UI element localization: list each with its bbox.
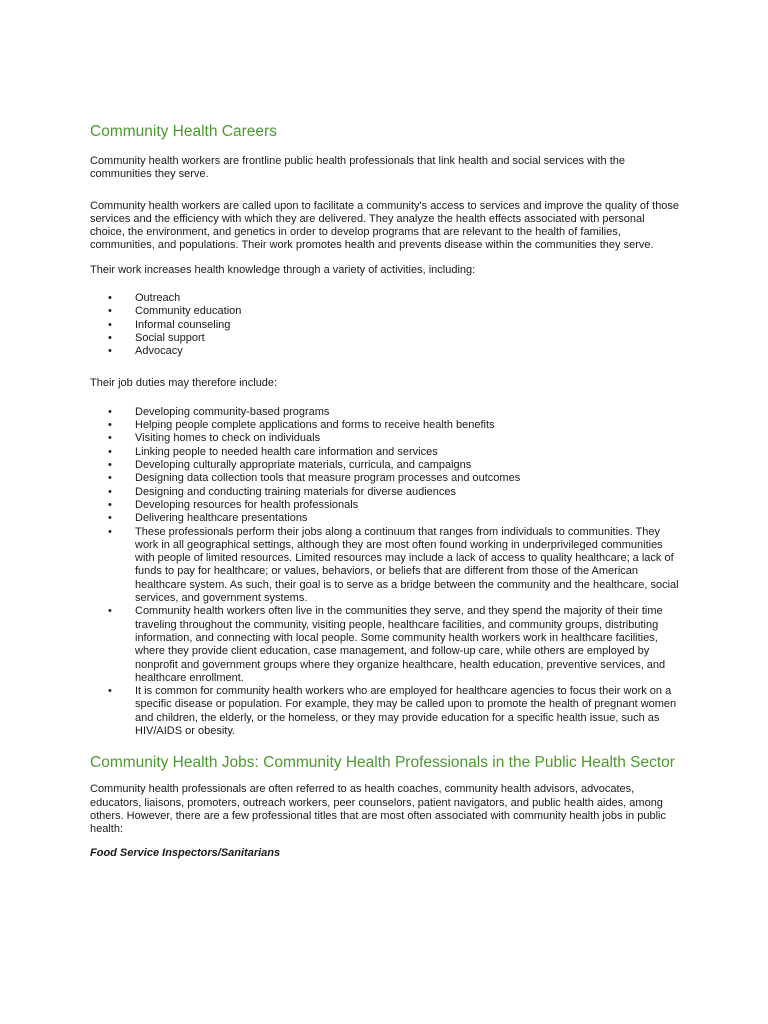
list-item: • Advocacy: [108, 345, 183, 358]
bullet-icon: •: [108, 472, 112, 485]
list-item: • Visiting homes to check on individuals: [108, 432, 321, 445]
section-heading: Community Health Jobs: Community Health Professionals in the Public Health Sector: [90, 754, 675, 772]
duties-intro: Their job duties may therefore include:: [90, 376, 278, 389]
bullet-icon: •: [108, 525, 112, 538]
list-item: • Developing resources for health professionals: [108, 498, 359, 511]
list-item: • Informal counseling: [108, 318, 231, 331]
subheading: Food Service Inspectors/Sanitarians: [90, 847, 281, 860]
bullet-icon: •: [108, 318, 112, 331]
list-item: • Community education: [108, 305, 242, 318]
activities-list: [90, 292, 680, 358]
bullet-icon: •: [108, 331, 112, 344]
list-item: • Social support: [108, 331, 205, 344]
bullet-icon: •: [108, 419, 112, 432]
bullet-icon: •: [108, 405, 112, 418]
list-item: • Delivering healthcare presentations: [108, 512, 308, 525]
bullet-icon: •: [108, 445, 112, 458]
list-item: • Linking people to needed health care information and services: [108, 445, 438, 458]
intro-paragraph: Their work increases health knowledge through a variety of activities, including:: [90, 263, 476, 276]
section-paragraph: Community health professionals are often referred to as health coaches, community health advisors, advocates, educators, liaisons, promoters, outreach workers, peer counselors, patient navigators, and public health aides, among others. However, there are a few professional titles that are most often associated with community health jobs in public health:: [90, 783, 666, 836]
bullet-icon: •: [108, 292, 112, 305]
list-item: • It is common for community health workers who are employed for healthcare agencies to focus their work on a specific disease or population. For example, they may be called upon to promote the health of pregnant women and children, the elderly, or the homeless, or they may provide education for a specific health issue, such as HIV/AIDS or obesity.: [108, 685, 677, 737]
list-item: • Helping people complete applications and forms to receive health benefits: [108, 419, 495, 432]
bullet-icon: •: [108, 512, 112, 525]
bullet-icon: •: [108, 498, 112, 511]
bullet-icon: •: [108, 305, 112, 318]
bullet-icon: •: [108, 485, 112, 498]
list-item: • Community health workers often live in the communities they serve, and they spend the majority of their time traveling throughout the community, visiting people, healthcare facilities, and community groups, distributing information, and connecting with local people. Some community health workers work in healthcare facilities, where they provide client education, case management, and follow-up care, while others are employed by nonprofit and government groups where they organize healthcare, health education, preventive services, and healthcare enrollment.: [108, 605, 666, 684]
document-page: [90, 122, 680, 861]
list-item: • Developing community-based programs: [108, 405, 330, 418]
intro-paragraph: Community health workers are frontline public health professionals that link health and social services with the communities they serve.: [90, 155, 625, 181]
bullet-icon: •: [108, 432, 112, 445]
list-item: • Designing and conducting training materials for diverse audiences: [108, 485, 457, 498]
list-item: • Developing culturally appropriate materials, curricula, and campaigns: [108, 459, 472, 472]
list-item: • Designing data collection tools that measure program processes and outcomes: [108, 472, 521, 485]
intro-paragraph: Community health workers are called upon to facilitate a community's access to services and improve the quality of those services and the efficiency with which they are delivered. They analyze the health effects associated with personal choice, the environment, and genetics in order to develop programs that are relevant to the health of families, communities, and populations. Their work promotes health and prevents disease within the communities they serve.: [90, 199, 680, 252]
bullet-icon: •: [108, 685, 112, 698]
bullet-icon: •: [108, 605, 112, 618]
duties-list: [90, 406, 680, 738]
bullet-icon: •: [108, 459, 112, 472]
bullet-icon: •: [108, 345, 112, 358]
list-item: • Outreach: [108, 292, 181, 305]
list-item: • These professionals perform their jobs along a continuum that ranges from individuals to communities. They work in all geographical settings, although they are most often found working in underprivileged communities with people of limited resources. Limited resources may include a lack of access to quality healthcare; a lack of funds to pay for healthcare; or values, behaviors, or beliefs that are different from those of the American healthcare system. As such, their goal is to serve as a bridge between the community and the healthcare, social services, and government systems.: [108, 525, 679, 605]
page-title: Community Health Careers: [90, 123, 277, 140]
